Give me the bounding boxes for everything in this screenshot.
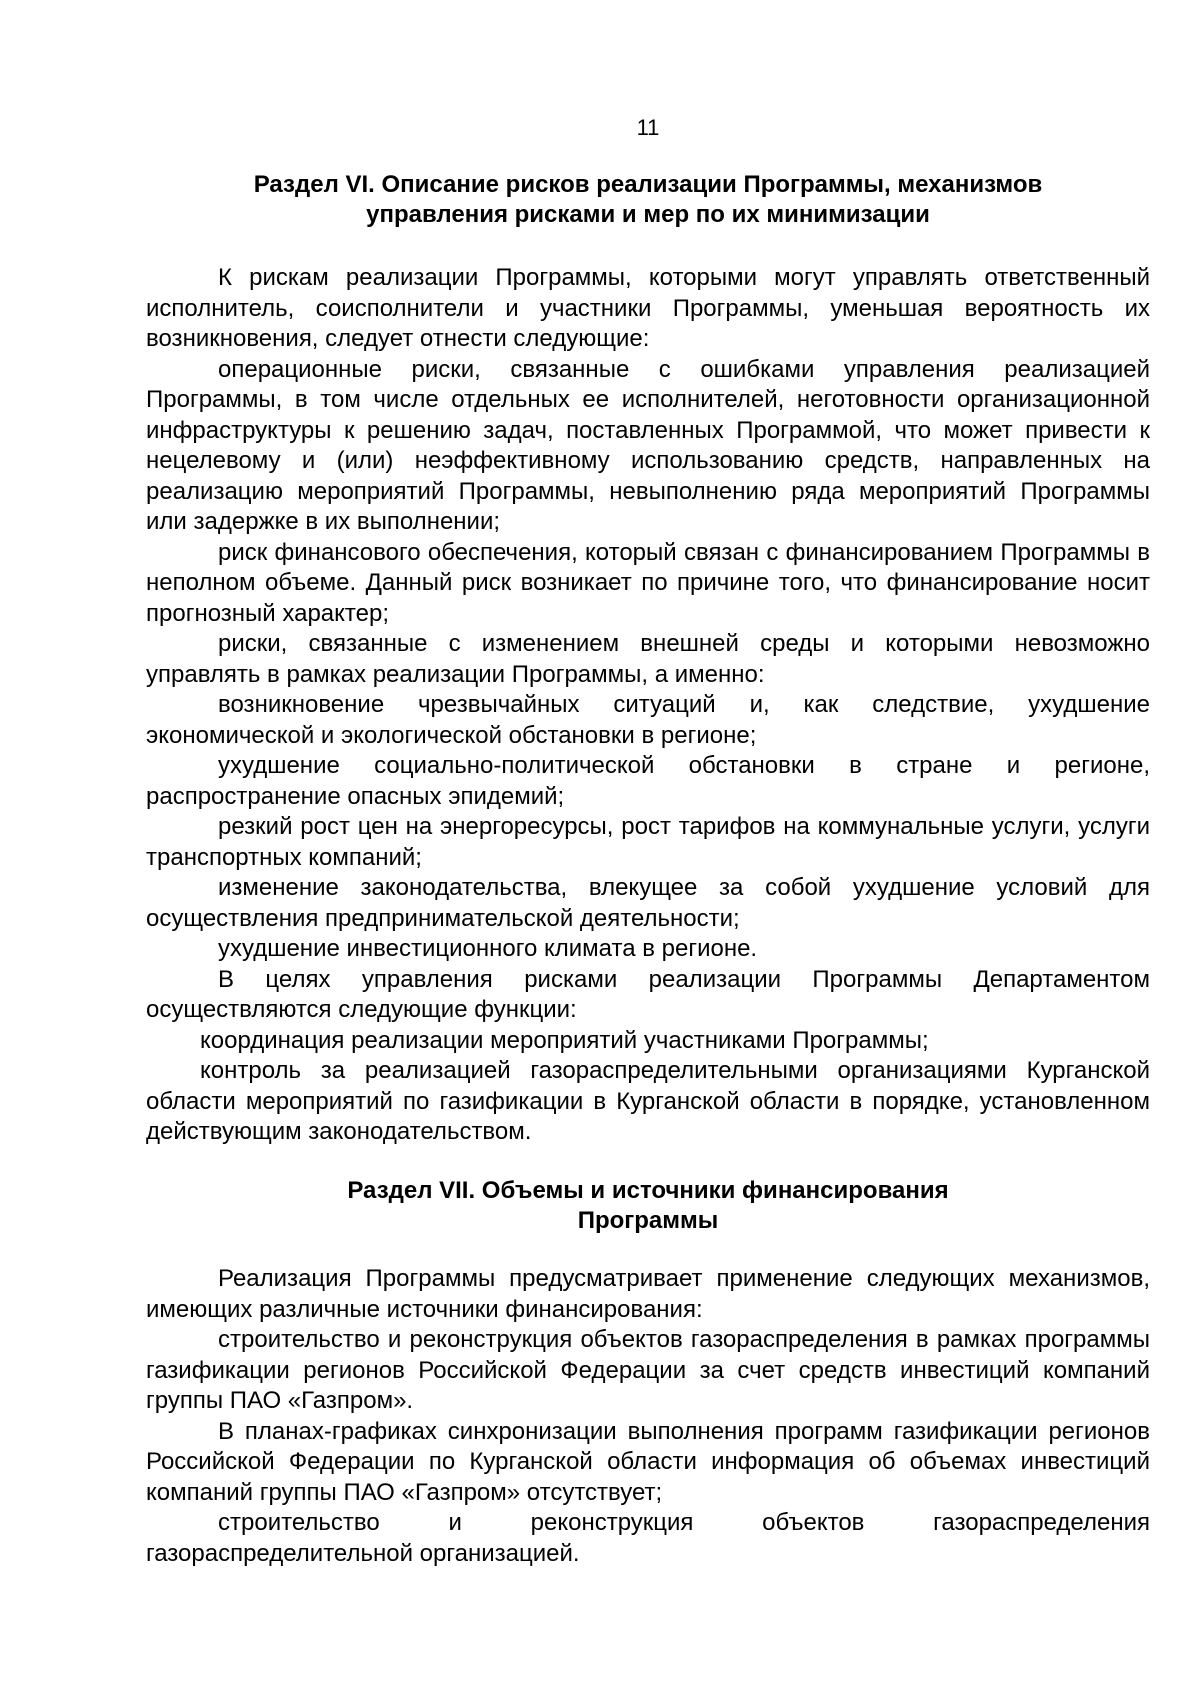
paragraph: Реализация Программы предусматривает применение следующих механизмов, имеющих различные источники финансирования: — [146, 1265, 1150, 1323]
paragraph: ухудшение социально-политической обстановки в стране и регионе, распространение опасных эпидемий; — [146, 752, 1150, 810]
paragraph: строительство и реконструкция объектов газораспределения в рамках программы газификации регионов Российской Федерации за счет средств инвестиций компаний группы ПАО «Газпром». — [146, 1326, 1150, 1414]
paragraph: контроль за реализацией газораспределительными организациями Курганской области мероприятий по газификации в Курганской области в порядке, установленном действующим законодательством. — [146, 1057, 1150, 1145]
section-6-title-line-1: Раздел VI. Описание рисков реализации Программы, механизмов — [253, 171, 1043, 198]
paragraph: В планах-графиках синхронизации выполнения программ газификации регионов Российской Федерации по Курганской области информация об объемах инвестиций компаний группы ПАО «Газпром» отсутствует; — [146, 1417, 1150, 1506]
paragraph: строительство и реконструкция объектов газораспределения газораспределительной организацией. — [146, 1509, 1150, 1567]
paragraph: В целях управления рисками реализации Программы Департаментом осуществляются следующие функции: — [146, 965, 1150, 1023]
paragraph: ухудшение инвестиционного климата в регионе. — [218, 935, 758, 962]
paragraph: риск финансового обеспечения, который связан с финансированием Программы в неполном объеме. Данный риск возникает по причине того, что финансирование носит прогнозный характер; — [146, 538, 1150, 627]
section-6-body — [146, 263, 1150, 1148]
paragraph: операционные риски, связанные с ошибками управления реализацией Программы, в том числе отдельных ее исполнителей, неготовности организационной инфраструктуры к решению задач, поставленных Программой, что может привести к нецелевому и (или) неэффективному использованию средств, направленных на реализацию мероприятий Программы, невыполнению ряда мероприятий Программы или задержке в их выполнении; — [146, 355, 1150, 535]
section-6-title — [146, 170, 1150, 230]
section-6-title-line-2: управления рисками и мер по их минимизации — [366, 201, 930, 228]
paragraph: изменение законодательства, влекущее за собой ухудшение условий для осуществления предпринимательской деятельности; — [146, 874, 1150, 932]
paragraph: риски, связанные с изменением внешней среды и которыми невозможно управлять в рамках реализации Программы, а именно: — [146, 630, 1150, 688]
paragraph: координация реализации мероприятий участниками Программы; — [200, 1026, 929, 1054]
section-7-title-line-1: Раздел VII. Объемы и источники финансирования — [347, 1177, 949, 1204]
paragraph: К рискам реализации Программы, которыми могут управлять ответственный исполнитель, соисполнители и участники Программы, уменьшая вероятность их возникновения, следует отнести следующие: — [146, 264, 1150, 352]
section-7-title — [146, 1176, 1150, 1236]
page-number: 11 — [636, 115, 660, 140]
paragraph: возникновение чрезвычайных ситуаций и, как следствие, ухудшение экономической и экологической обстановки в регионе; — [146, 691, 1150, 749]
paragraph: резкий рост цен на энергоресурсы, рост тарифов на коммунальные услуги, услуги транспортных компаний; — [146, 813, 1150, 871]
section-7-title-line-2: Программы — [577, 1207, 719, 1234]
section-7-body — [146, 1264, 1150, 1569]
